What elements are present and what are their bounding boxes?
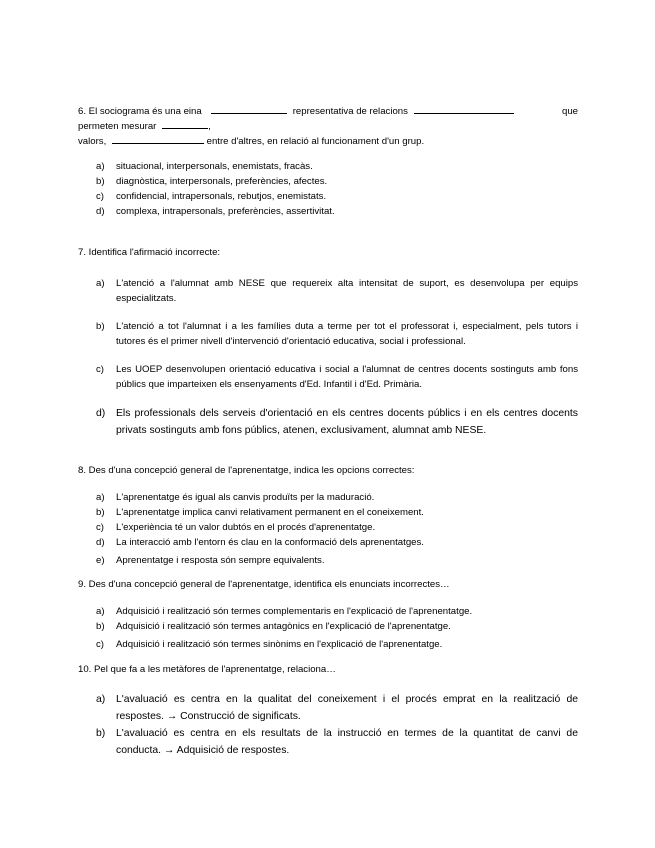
q7-option-a: [78, 276, 578, 306]
option-label: b): [96, 621, 105, 632]
option-text: complexa, intrapersonals, preferències, assertivitat.: [116, 206, 335, 217]
q7-option-b: [78, 319, 578, 349]
option-text: L'avaluació es centra en els resultats de la instrucció en termes de la quantitat de canvi de conducta. → Adquisició de respostes.: [116, 728, 578, 756]
option-text: Els professionals dels serveis d'orientació en els centres docents públics i en els centres docents privats sostinguts amb fons públics, atenen, exclusivament, alumnat amb NESE.: [116, 408, 578, 436]
q6-blank-2: [414, 104, 514, 114]
q10-option-b: [78, 725, 578, 759]
question-6-options: [78, 159, 578, 219]
q7-option-c: [78, 362, 578, 392]
question-6: [78, 104, 578, 219]
option-label: a): [96, 278, 105, 289]
option-label: e): [96, 555, 105, 566]
option-text: diagnòstica, interpersonals, preferències, afectes.: [116, 176, 328, 187]
q10-option-a: [78, 691, 578, 725]
option-text: L'aprenentatge és igual als canvis produïts per la maduració.: [116, 492, 375, 503]
q6-text-5: ,: [208, 121, 211, 132]
option-label: d): [96, 537, 105, 548]
option-label: b): [96, 321, 105, 332]
question-10: [78, 662, 578, 759]
option-text: confidencial, intrapersonals, rebutjos, enemistats.: [116, 191, 327, 202]
option-label: a): [96, 694, 106, 705]
option-text: La interacció amb l'entorn és clau en la conformació dels aprenentatges.: [116, 537, 424, 548]
question-8-text: 8. Des d'una concepció general de l'aprenentatge, indica les opcions correctes:: [78, 465, 415, 476]
q6-text-2: representativa de relacions: [292, 106, 408, 117]
option-text: L'atenció a tot l'alumnat i a les famílies duta a terme per tot el professorat i, especialment, pels tutors i tutores és el primer nivell d'intervenció d'orientació educativa, social i professional.: [116, 321, 578, 347]
option-text: Adquisició i realització són termes antagònics en l'explicació de l'aprenentatge.: [116, 621, 451, 632]
option-label: d): [96, 408, 106, 419]
q6-text-7: entre d'altres, en relació al funcionament d'un grup.: [206, 136, 425, 147]
q6-option-a: [78, 159, 578, 174]
option-label: a): [96, 492, 105, 503]
question-10-options: [78, 691, 578, 759]
q8-option-e: [78, 553, 578, 568]
q6-text-1: 6. El sociograma és una eina: [78, 106, 202, 117]
question-7-options: [78, 276, 578, 439]
q8-option-b: [78, 505, 578, 520]
q8-option-a: [78, 490, 578, 505]
option-text: L'atenció a l'alumnat amb NESE que requereix alta intensitat de suport, es desenvolupa per equips especialitzats.: [116, 278, 578, 304]
option-label: c): [96, 639, 104, 650]
q9-option-a: [78, 604, 578, 619]
option-text: L'experiència té un valor dubtós en el procés d'aprenentatge.: [116, 522, 376, 533]
question-9-text: 9. Des d'una concepció general de l'aprenentatge, identifica els enunciats incorrectes…: [78, 579, 450, 590]
question-9-options: [78, 604, 578, 652]
option-label: b): [96, 507, 105, 518]
q6-option-c: [78, 189, 578, 204]
q6-option-d: [78, 204, 578, 219]
q7-option-d: [78, 405, 578, 439]
question-8-options: [78, 490, 578, 568]
option-label: b): [96, 728, 106, 739]
q6-text-4: permeten mesurar: [78, 121, 157, 132]
q6-text-3: que: [561, 106, 578, 117]
option-label: d): [96, 206, 105, 217]
option-label: a): [96, 161, 105, 172]
q6-blank-3: [162, 119, 208, 129]
question-7: [78, 245, 578, 439]
option-label: a): [96, 606, 105, 617]
option-text: situacional, interpersonals, enemistats, fracàs.: [116, 161, 313, 172]
q6-text-6: valors,: [78, 136, 107, 147]
q6-blank-1: [211, 104, 287, 114]
q9-option-c: [78, 637, 578, 652]
option-text: Adquisició i realització són termes complementaris en l'explicació de l'aprenentatge.: [116, 606, 473, 617]
option-label: c): [96, 522, 104, 533]
q8-option-d: [78, 535, 578, 550]
question-6-line-1: [78, 104, 578, 119]
q6-blank-4: [112, 134, 204, 144]
question-10-text: 10. Pel que fa a les metàfores de l'aprenentatge, relaciona…: [78, 664, 336, 675]
document-page: [78, 104, 578, 759]
option-text: Aprenentatge i resposta són sempre equivalents.: [116, 555, 325, 566]
q6-option-b: [78, 174, 578, 189]
question-6-line-2: [78, 119, 578, 134]
q8-option-c: [78, 520, 578, 535]
question-6-line-3: [78, 134, 578, 149]
option-label: c): [96, 364, 104, 375]
option-text: L'avaluació es centra en la qualitat del coneixement i el procés emprat en la realització de respostes. → Construcció de significats.: [116, 694, 578, 722]
option-text: Les UOEP desenvolupen orientació educativa i social a l'alumnat de centres docents sostinguts amb fons públics que imparteixen els ensenyaments d'Ed. Infantil i d'Ed. Primària.: [116, 364, 578, 390]
option-text: L'aprenentatge implica canvi relativament permanent en el coneixement.: [116, 507, 424, 518]
q9-option-b: [78, 619, 578, 634]
option-text: Adquisició i realització són termes sinònims en l'explicació de l'aprenentatge.: [116, 639, 443, 650]
option-label: c): [96, 191, 104, 202]
question-8: [78, 463, 578, 568]
question-7-text: 7. Identifica l'afirmació incorrecte:: [78, 247, 221, 258]
question-9: [78, 577, 578, 652]
option-label: b): [96, 176, 105, 187]
